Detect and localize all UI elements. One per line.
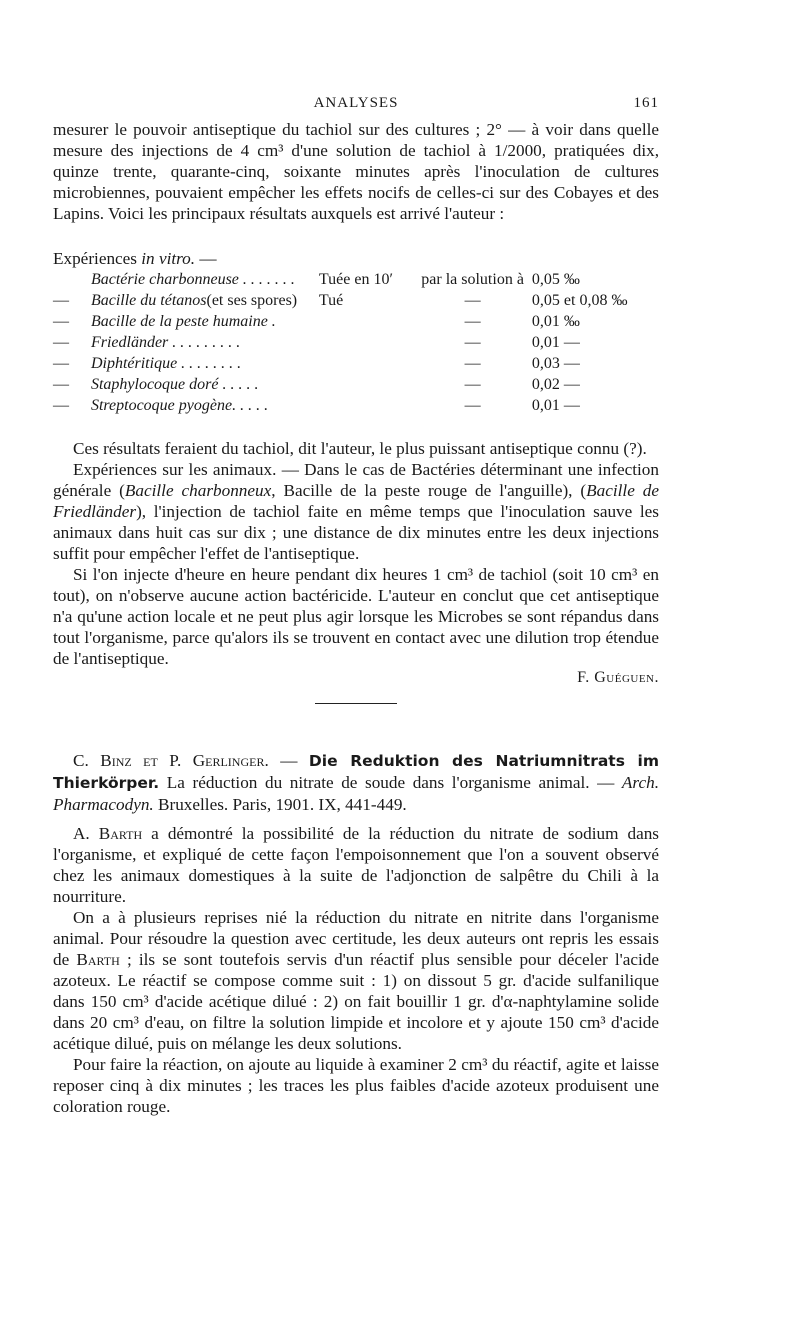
running-head bbox=[53, 95, 659, 119]
row-verb bbox=[319, 311, 421, 332]
animals-paragraph bbox=[53, 459, 659, 564]
row-condition bbox=[421, 353, 524, 374]
row-concentration bbox=[524, 374, 659, 395]
row-verb bbox=[319, 395, 421, 416]
row-concentration bbox=[524, 290, 659, 311]
row-concentration-text: 0,05 et 0,08 ‰ bbox=[531, 292, 628, 309]
page bbox=[53, 95, 659, 1117]
animals-mid: , Bacille de la peste rouge de l'anguille), ( bbox=[271, 481, 587, 500]
animals-italic-2: Bacille de Friedländer bbox=[53, 481, 659, 521]
row-condition bbox=[421, 374, 524, 395]
row-condition-text: — bbox=[464, 376, 481, 393]
article2-paragraph-2 bbox=[53, 907, 659, 1054]
results-row bbox=[53, 395, 659, 416]
article2-title-fr: La réduction du nitrate de soude dans l'organisme animal. — bbox=[159, 773, 622, 792]
row-condition bbox=[421, 332, 524, 353]
row-verb bbox=[319, 332, 421, 353]
row-dash bbox=[53, 269, 91, 290]
row-condition-text: — bbox=[464, 334, 481, 351]
results-row bbox=[53, 311, 659, 332]
row-verb bbox=[319, 269, 421, 290]
row-organism bbox=[91, 269, 319, 290]
row-organism bbox=[91, 290, 319, 311]
article2-title: Die Reduktion des Natriumnitrats im Thierkörper. bbox=[53, 752, 659, 792]
signature: F. Guéguen. bbox=[577, 669, 659, 686]
row-dash bbox=[53, 395, 91, 416]
page-number: 161 bbox=[633, 95, 659, 111]
results-paragraph: Ces résultats feraient du tachiol, dit l'auteur, le plus puissant antiseptique connu (?). bbox=[73, 439, 647, 458]
row-condition-text: — bbox=[464, 292, 481, 309]
row-verb bbox=[319, 290, 421, 311]
intro-paragraph: mesurer le pouvoir antiseptique du tachiol sur des cultures ; 2° — à voir dans quelle mesure des injections de 4 cm³ d'une solution de tachiol à 1/2000, pratiquées dix, quinze trente, quarante-cinq, soixante minutes après l'inoculation de cultures microbiennes, pouvaient empêcher les effets nocifs de celles-ci sur des Cobayes et des Lapins. Voici les principaux résultats auxquels est arrivé l'auteur : bbox=[53, 120, 659, 223]
running-title: ANALYSES bbox=[313, 95, 399, 111]
results-row bbox=[53, 332, 659, 353]
row-dash-text: — bbox=[53, 334, 69, 351]
row-organism bbox=[91, 353, 319, 374]
results-row bbox=[53, 353, 659, 374]
animals-tail: ), l'injection de tachiol faite en même temps que l'inoculation sauve les animaux dans huit cas sur dix ; une distance de dix minutes entre les deux injections suffit pour empêcher l'effet de l'antiseptique. bbox=[53, 502, 659, 563]
row-condition-text: — bbox=[464, 355, 481, 372]
heading-italic: in vitro. bbox=[141, 249, 196, 268]
row-concentration bbox=[524, 269, 659, 290]
row-verb bbox=[319, 374, 421, 395]
row-dash bbox=[53, 311, 91, 332]
row-concentration-text: 0,01 — bbox=[531, 397, 580, 414]
row-concentration-text: 0,05 ‰ bbox=[531, 271, 580, 288]
row-organism-text: Friedländer . . . . . . . . . bbox=[90, 334, 241, 351]
row-dash bbox=[53, 332, 91, 353]
row-condition-text: — bbox=[464, 397, 481, 414]
row-dash-text: — bbox=[53, 397, 69, 414]
row-verb-text: Tuée en 10′ bbox=[318, 271, 393, 288]
row-dash-text: — bbox=[53, 355, 69, 372]
article2-journal: Arch. Pharmacodyn. bbox=[53, 773, 659, 814]
row-organism bbox=[91, 374, 319, 395]
barth-name-2: Barth bbox=[76, 950, 120, 969]
row-concentration-text: 0,03 — bbox=[531, 355, 580, 372]
heading-prefix: Expériences bbox=[53, 249, 137, 268]
barth-name: A. Barth bbox=[73, 824, 143, 843]
row-organism bbox=[91, 395, 319, 416]
row-organism-text: Diphtéritique . . . . . . . . bbox=[90, 355, 242, 372]
row-organism-text: Staphylocoque doré . . . . . bbox=[90, 376, 259, 393]
row-concentration bbox=[524, 353, 659, 374]
row-organism bbox=[91, 332, 319, 353]
article2-paragraph-3: Pour faire la réaction, on ajoute au liquide à examiner 2 cm³ du réactif, agite et laisse reposer cinq à dix minutes ; les traces les plus faibles d'acide azoteux produisent une coloration rouge. bbox=[53, 1055, 659, 1116]
row-organism-note: (et ses spores) bbox=[206, 292, 298, 309]
row-dash bbox=[53, 290, 91, 311]
row-concentration-text: 0,02 — bbox=[531, 376, 580, 393]
row-verb-text: Tué bbox=[318, 292, 344, 309]
results-row bbox=[53, 290, 659, 311]
injection-paragraph: Si l'on injecte d'heure en heure pendant dix heures 1 cm³ de tachiol (soit 10 cm³ en tout), on n'observe aucune action bactéricide. L'auteur en conclut que cet antiseptique n'a qu'une action locale et ne peut plus agir lorsque les Microbes se sont répandus dans tout l'organisme, parce qu'alors ils se trouvent en contact avec une dilution trop étendue de l'antiseptique. bbox=[53, 565, 659, 668]
row-dash bbox=[53, 353, 91, 374]
row-dash bbox=[53, 374, 91, 395]
p1-rest: a démontré la possibilité de la réduction du nitrate de sodium dans l'organisme, et expliqué de cette façon l'empoisonnement que l'on a souvent observé chez les animaux domestiques à la suite de l'adjonction de salpêtre du Chili à la nourriture. bbox=[53, 824, 659, 906]
row-organism bbox=[91, 311, 319, 332]
article2-authors: C. Binz et P. Gerlinger. — bbox=[73, 751, 298, 770]
row-verb bbox=[319, 353, 421, 374]
animals-lead: Expériences sur les animaux. — Dans le cas de Bactéries déterminant une infection générale ( bbox=[53, 460, 659, 500]
row-dash-text: — bbox=[53, 313, 69, 330]
row-dash-text: — bbox=[53, 376, 69, 393]
row-dash-text: — bbox=[53, 292, 69, 309]
heading-sep: — bbox=[199, 249, 217, 268]
results-row bbox=[53, 374, 659, 395]
row-condition bbox=[421, 395, 524, 416]
p2-a: On a à plusieurs reprises nié la réduction du nitrate en nitrite dans l'organisme animal. Pour résoudre la question avec certitude, les deux auteurs ont repris les essais de bbox=[53, 908, 659, 969]
article2-ref: Bruxelles. Paris, 1901. IX, 441-449. bbox=[153, 795, 407, 814]
row-concentration-text: 0,01 ‰ bbox=[531, 313, 580, 330]
row-organism-text: Streptocoque pyogène. . . . . bbox=[90, 397, 269, 414]
row-concentration bbox=[524, 332, 659, 353]
section-divider bbox=[315, 703, 397, 704]
row-condition bbox=[421, 269, 524, 290]
row-concentration bbox=[524, 311, 659, 332]
row-organism-text: Bactérie charbonneuse . . . . . . . bbox=[90, 271, 295, 288]
row-organism-text: Bacille du tétanos bbox=[90, 292, 207, 309]
row-concentration-text: 0,01 — bbox=[531, 334, 580, 351]
p2-b: ; ils se sont toutefois servis d'un réactif plus sensible pour déceler l'acide azoteux. Le réactif se compose comme suit : 1) on dissout 5 gr. d'acide sulfanilique dans 150 cm³ d'acide acétique dilué : 2) on fait bouillir 1 gr. d'α-naphtylamine solide dans 20 cm³ d'eau, on filtre la solution limpide et incolore et y ajoute 150 cm³ d'acide acétique dilué, puis on mélange les deux solutions. bbox=[53, 950, 659, 1053]
row-condition bbox=[421, 290, 524, 311]
row-concentration bbox=[524, 395, 659, 416]
results-table bbox=[53, 269, 659, 416]
row-condition bbox=[421, 311, 524, 332]
results-row bbox=[53, 269, 659, 290]
experiments-heading bbox=[53, 248, 659, 269]
row-condition-text: par la solution à bbox=[421, 271, 524, 288]
article2-paragraph-1 bbox=[53, 823, 659, 907]
animals-italic-1: Bacille charbonneux bbox=[124, 481, 272, 500]
row-organism-text: Bacille de la peste humaine . bbox=[90, 313, 276, 330]
row-condition-text: — bbox=[464, 313, 481, 330]
article2-citation bbox=[53, 750, 659, 815]
